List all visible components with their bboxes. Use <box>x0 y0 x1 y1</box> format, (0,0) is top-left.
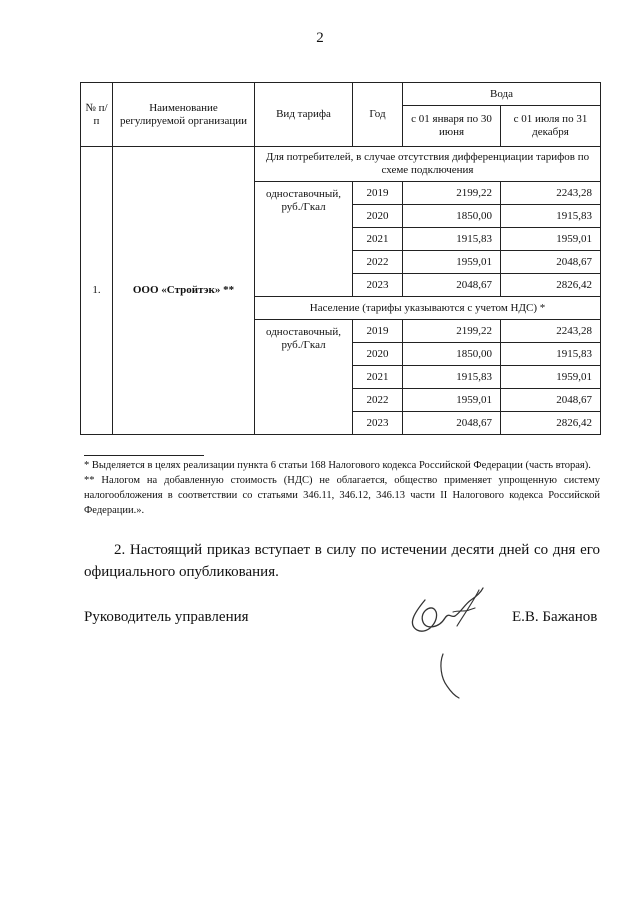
order-paragraph <box>84 539 600 583</box>
footnote-2: ** Налогом на добавленную стоимость (НДС) не облагается, общество применяет упрощенную систему налогообложения в соответствии со статьями 346.11, 346.12, 346.13 части II Налогового кодекса Российской Федерации.». <box>84 475 600 516</box>
year-cell: 2023 <box>353 412 403 435</box>
page-number: 2 <box>316 30 324 46</box>
value-h1-cell: 1959,01 <box>403 389 501 412</box>
year-cell: 2023 <box>353 274 403 297</box>
tariff-type: одноставочный, руб./Гкал <box>255 182 353 297</box>
table-header-row <box>81 83 601 106</box>
value-h1-cell: 2199,22 <box>403 320 501 343</box>
value-h2-cell: 2048,67 <box>501 389 601 412</box>
header-period-2: с 01 июля по 31 декабря <box>501 106 601 147</box>
tariff-table <box>80 82 601 435</box>
organization-name: ООО «Стройтэк» ** <box>113 147 255 435</box>
row-number: 1. <box>81 147 113 435</box>
order-paragraph-text: 2. Настоящий приказ вступает в силу по истечении десяти дней со дня его официального опубликования. <box>84 542 600 580</box>
value-h1-cell: 2199,22 <box>403 182 501 205</box>
section-title: Для потребителей, в случае отсутствия дифференциации тарифов по схеме подключения <box>255 147 601 182</box>
signatory-name: Е.В. Бажанов <box>512 609 598 625</box>
footnotes <box>84 455 600 518</box>
value-h1-cell: 1915,83 <box>403 228 501 251</box>
value-h2-cell: 2048,67 <box>501 251 601 274</box>
value-h2-cell: 1959,01 <box>501 228 601 251</box>
value-h2-cell: 1959,01 <box>501 366 601 389</box>
footnote-divider <box>84 455 204 456</box>
year-cell: 2020 <box>353 343 403 366</box>
value-h1-cell: 2048,67 <box>403 274 501 297</box>
header-org: Наименование регулируемой организации <box>113 83 255 147</box>
value-h1-cell: 1850,00 <box>403 205 501 228</box>
value-h2-cell: 1915,83 <box>501 343 601 366</box>
value-h2-cell: 2243,28 <box>501 320 601 343</box>
signatory-title: Руководитель управления <box>84 609 249 625</box>
header-water: Вода <box>403 83 601 106</box>
year-cell: 2022 <box>353 389 403 412</box>
header-num: № п/п <box>81 83 113 147</box>
year-cell: 2022 <box>353 251 403 274</box>
year-cell: 2020 <box>353 205 403 228</box>
year-cell: 2021 <box>353 366 403 389</box>
value-h2-cell: 2243,28 <box>501 182 601 205</box>
value-h1-cell: 1959,01 <box>403 251 501 274</box>
header-year: Год <box>353 83 403 147</box>
value-h1-cell: 1915,83 <box>403 366 501 389</box>
header-period-1: с 01 января по 30 июня <box>403 106 501 147</box>
year-cell: 2019 <box>353 320 403 343</box>
handwritten-signature <box>395 582 505 700</box>
tariff-type: одноставочный, руб./Гкал <box>255 320 353 435</box>
header-tariff: Вид тарифа <box>255 83 353 147</box>
value-h1-cell: 1850,00 <box>403 343 501 366</box>
value-h2-cell: 1915,83 <box>501 205 601 228</box>
year-cell: 2021 <box>353 228 403 251</box>
value-h1-cell: 2048,67 <box>403 412 501 435</box>
value-h2-cell: 2826,42 <box>501 412 601 435</box>
section-title: Население (тарифы указываются с учетом НДС) * <box>255 297 601 320</box>
value-h2-cell: 2826,42 <box>501 274 601 297</box>
footnote-1: * Выделяется в целях реализации пункта 6 статьи 168 Налогового кодекса Российской Федерации (часть вторая). <box>84 460 591 471</box>
section-title-row <box>81 147 601 182</box>
year-cell: 2019 <box>353 182 403 205</box>
